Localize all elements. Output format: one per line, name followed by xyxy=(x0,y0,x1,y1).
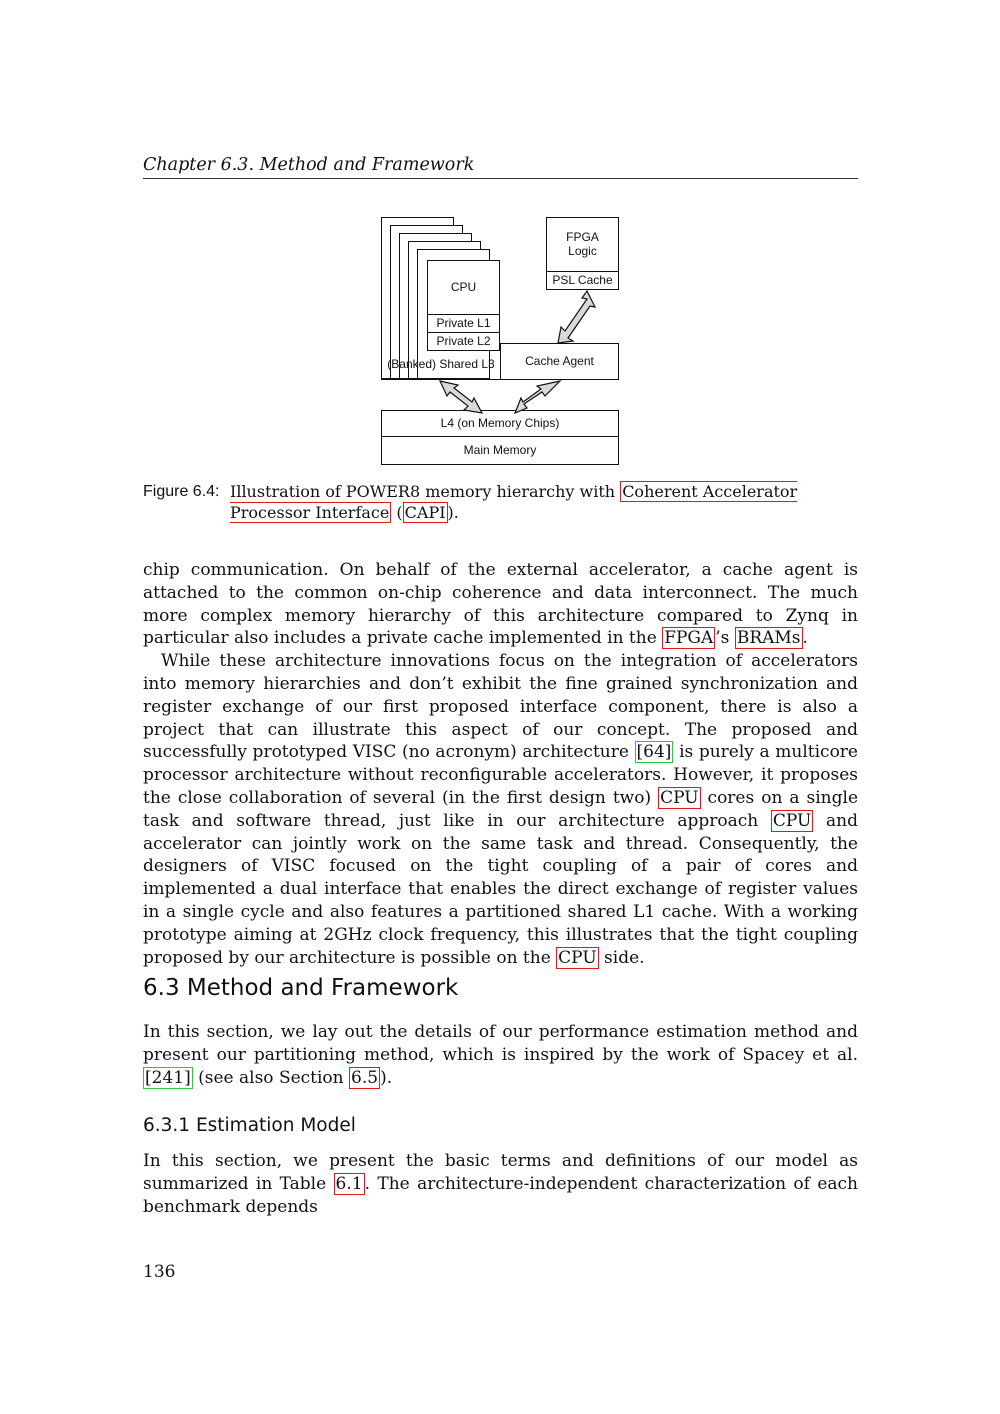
section-heading: 6.3 Method and Framework xyxy=(143,975,459,1001)
section-paragraph xyxy=(143,1021,858,1089)
section-text2: (see also Section xyxy=(192,1067,350,1088)
cpu-box: CPU xyxy=(427,260,500,315)
paragraph-1 xyxy=(143,559,858,650)
cache-agent-box: Cache Agent xyxy=(500,343,619,380)
subsection-text2: . The architecture-independent characterization of each benchmark depends xyxy=(143,1173,858,1217)
figure-caption xyxy=(143,481,858,523)
l3-l4-arrow xyxy=(440,381,482,413)
section-6-5-link[interactable]: 6.5 xyxy=(351,1067,379,1088)
citation-241-link[interactable]: [241] xyxy=(145,1067,191,1088)
subsection-text1: In this section, we present the basic terms and definitions of our model as summarized in Table xyxy=(143,1151,858,1194)
p1-text3: . xyxy=(802,628,808,649)
private-l1-box: Private L1 xyxy=(427,314,500,333)
body-paragraphs xyxy=(143,559,858,969)
cpu-link-3[interactable]: CPU xyxy=(558,947,597,968)
caption-text xyxy=(230,481,858,523)
psl-cache-agent-arrow xyxy=(558,291,595,343)
section-intro xyxy=(143,1021,858,1089)
fpga-link[interactable]: FPGA xyxy=(664,628,714,649)
subsection-paragraph xyxy=(143,1150,858,1218)
capi-full-link[interactable]: Coherent Accelerator Processor Interface xyxy=(230,482,798,522)
subsection-heading: 6.3.1 Estimation Model xyxy=(143,1115,356,1136)
p2-text1: While these architecture innovations focus on the integration of accelerators into memory hierarchies and don’t exhibit the fine grained synchronization and register exchange of our first proposed interface component, there is also a project that can illustrate this aspect of our concept. The proposed and successfully prototyped VISC (no acronym) architecture xyxy=(143,651,858,763)
p1-text2: ’s xyxy=(715,628,735,649)
p2-text2: is purely a multicore processor architecture without reconfigurable accelerators. However, it proposes the close collaboration of several (in the first design two) xyxy=(143,742,858,808)
citation-64-link[interactable]: [64] xyxy=(636,742,672,763)
capi-acronym-link[interactable]: CAPI xyxy=(404,503,446,522)
page-number: 136 xyxy=(143,1262,176,1282)
caption-text-before: Illustration of POWER8 memory hierarchy with xyxy=(230,482,621,501)
private-l2-box: Private L2 xyxy=(427,332,500,351)
p2-text5: side. xyxy=(598,947,645,968)
arrows-overlay xyxy=(370,205,630,470)
table-6-1-link[interactable]: 6.1 xyxy=(335,1173,363,1194)
subsection-intro xyxy=(143,1150,858,1218)
paragraph-2 xyxy=(143,650,858,969)
p2-text4: and accelerator can jointly work on the same task and thread. Consequently, the designers of VISC focused on the tight coupling of a pair of cores and implemented a dual interface that enables the direct exchange of register values in a single cycle and also features a partitioned shared L1 cache. With a working prototype aiming at 2GHz clock frequency, this illustrates that the tight coupling proposed by our architecture is possible on the xyxy=(143,810,859,968)
fpga-logic-line2: Logic xyxy=(568,243,597,258)
caption-text-after: ). xyxy=(447,503,459,522)
p1-text1: chip communication. On behalf of the external accelerator, a cache agent is attached to the common on-chip coherence and data interconnect. The much more complex memory hierarchy of this architecture compared to Zynq in particular also includes a private cache implemented in the xyxy=(143,560,858,649)
main-memory-box: Main Memory xyxy=(381,436,619,465)
brams-link[interactable]: BRAMs xyxy=(736,628,801,649)
cpu-link-2[interactable]: CPU xyxy=(772,810,812,831)
running-head: Chapter 6.3. Method and Framework xyxy=(143,155,858,179)
p2-text3: cores on a single task and software thread, just like in our architecture approach xyxy=(143,787,859,831)
shared-l3-box: (Banked) Shared L3 xyxy=(381,351,501,380)
memory-hierarchy-figure xyxy=(370,205,630,470)
caption-text-middle: ( xyxy=(391,503,403,522)
l4-box: L4 (on Memory Chips) xyxy=(381,410,619,437)
cpu-link-1[interactable]: CPU xyxy=(660,787,699,808)
psl-cache-box: PSL Cache xyxy=(546,271,619,290)
fpga-logic-line1: FPGA xyxy=(566,229,599,244)
section-text3: ). xyxy=(380,1067,393,1088)
agent-l4-arrow xyxy=(515,381,560,413)
caption-label: Figure 6.4: xyxy=(143,483,220,500)
section-text1: In this section, we lay out the details of our performance estimation method and present our partitioning method, which is inspired by the work of Spacey et al. xyxy=(143,1022,858,1065)
